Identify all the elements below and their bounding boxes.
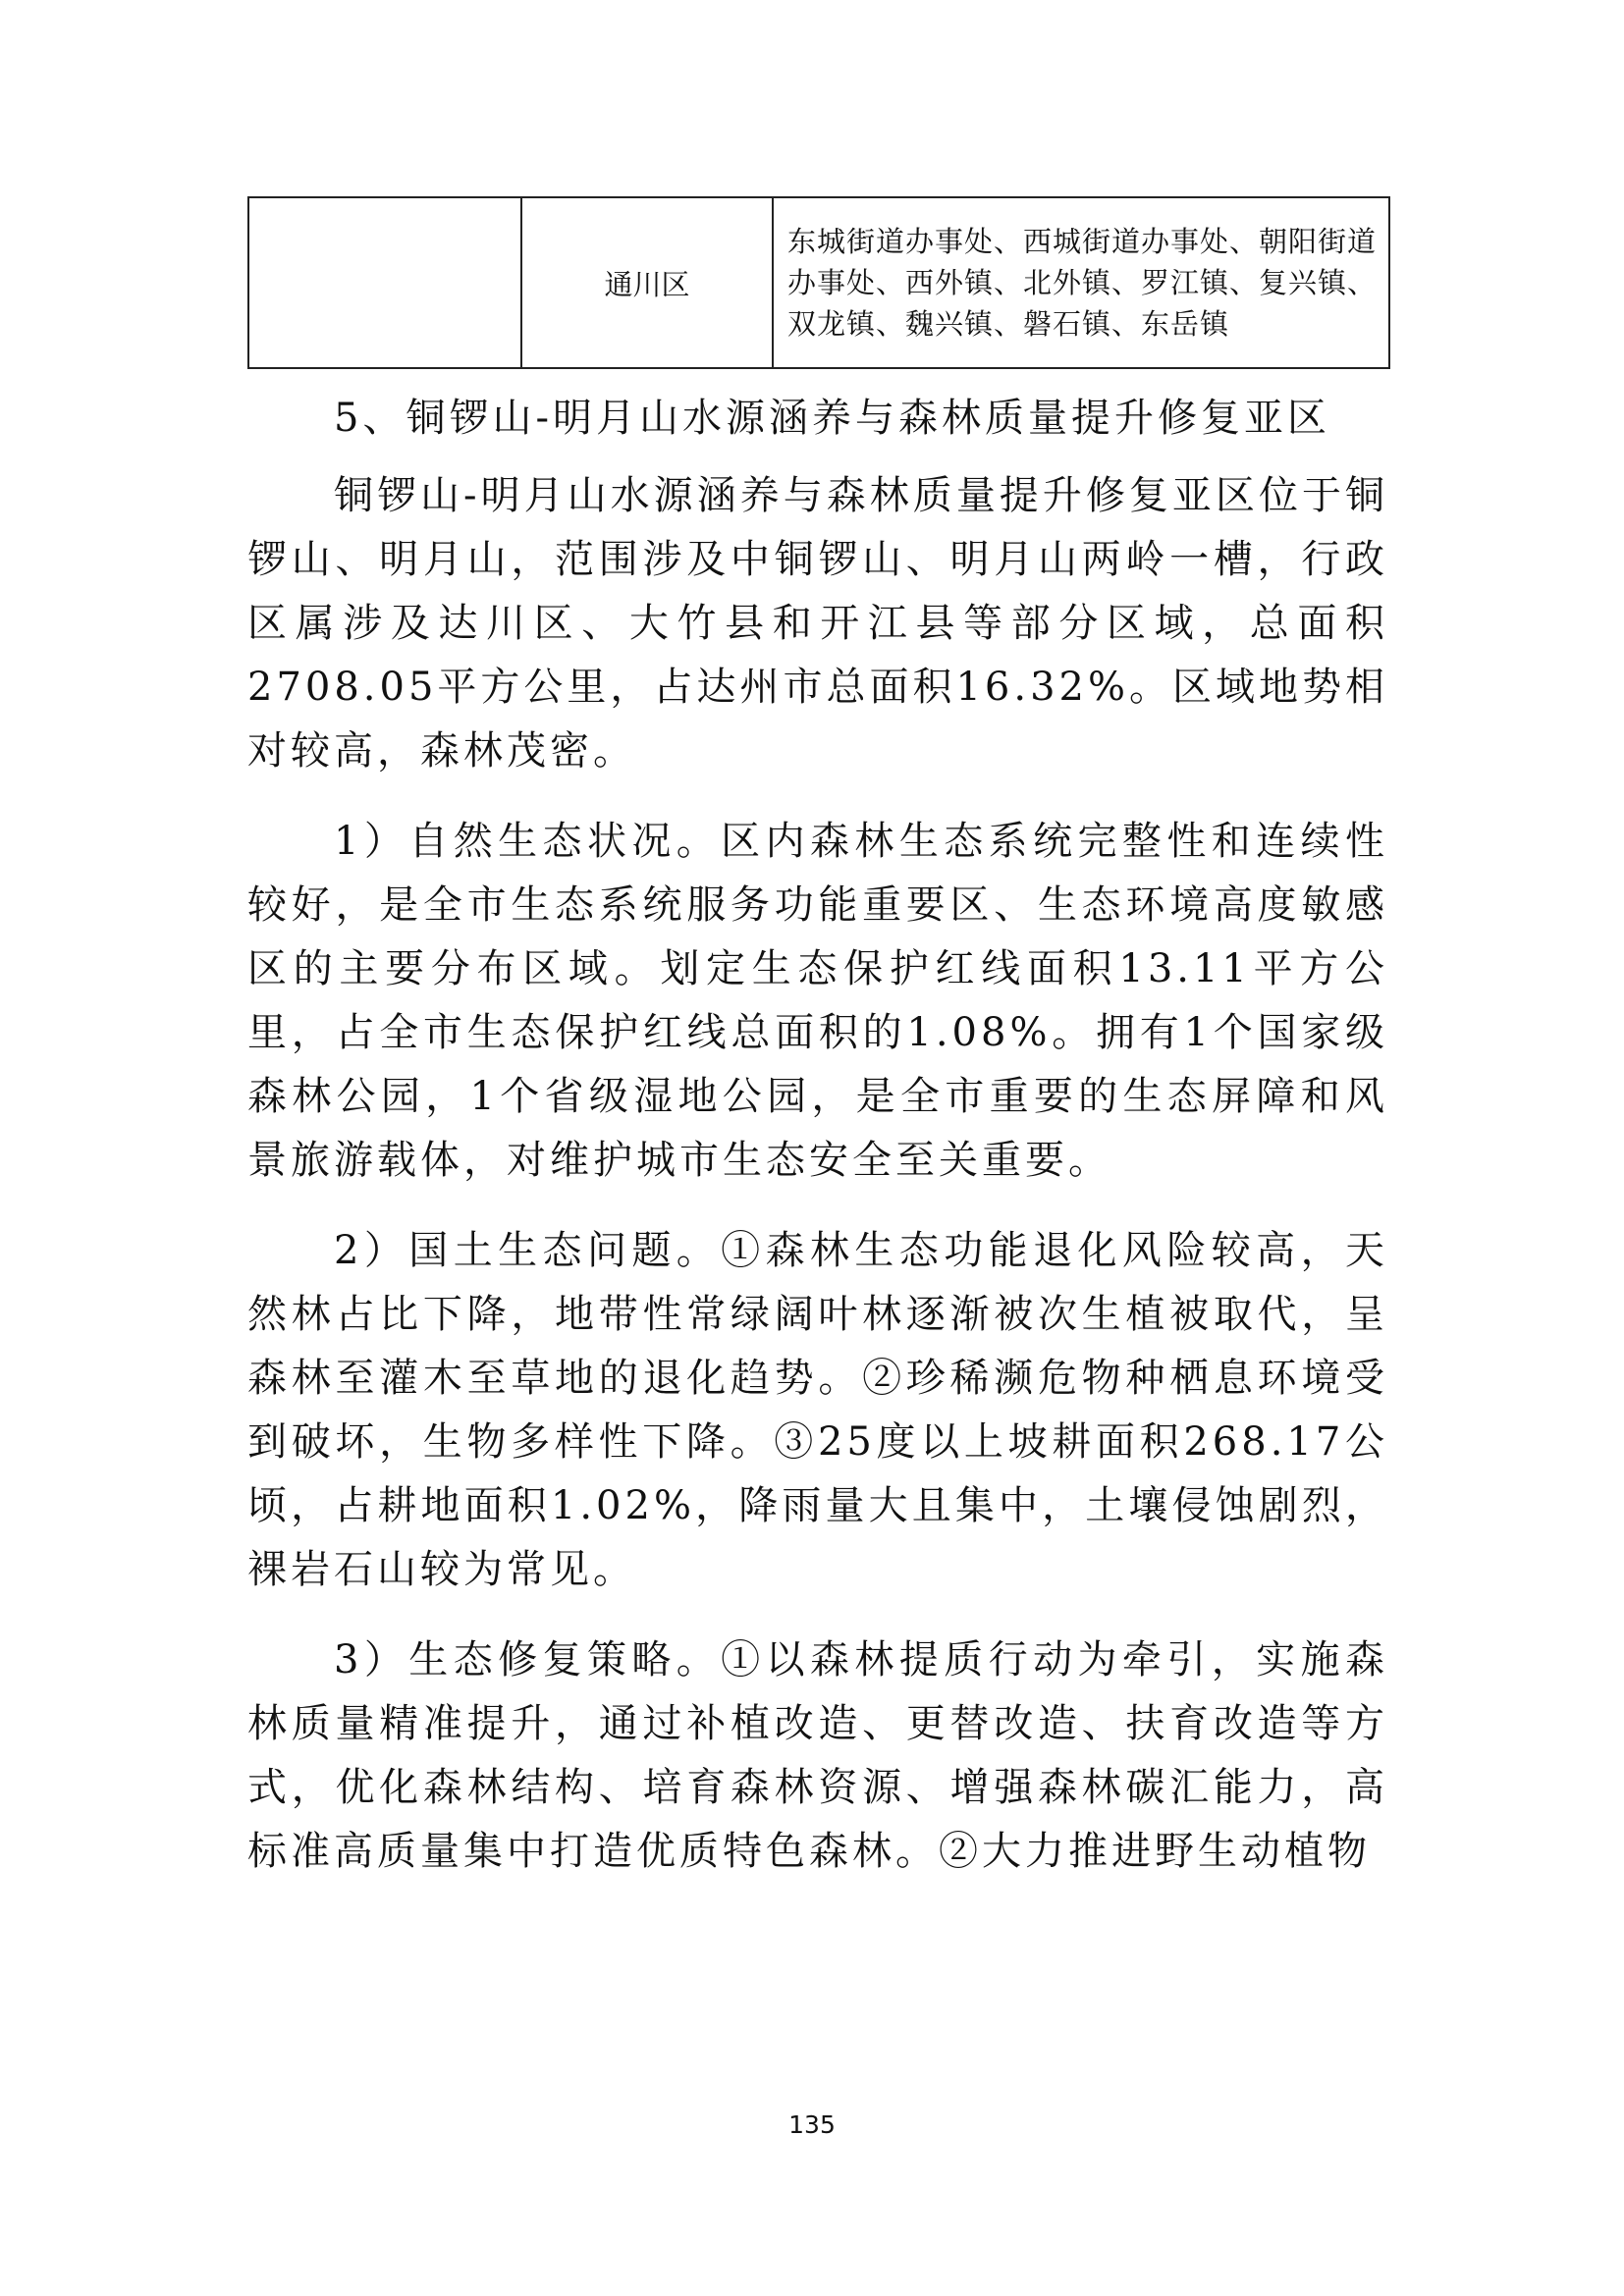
region-table xyxy=(247,196,1390,369)
section-heading: 5、铜锣山-明月山水源涵养与森林质量提升修复亚区 xyxy=(334,396,1330,441)
table-cell-towns: 东城街道办事处、西城街道办事处、朝阳街道办事处、西外镇、北外镇、罗江镇、复兴镇、双龙镇、魏兴镇、磐石镇、东岳镇 xyxy=(773,197,1389,368)
table-cell-county: 通川区 xyxy=(521,197,773,368)
table-row xyxy=(248,197,1389,368)
page-number: 135 xyxy=(788,2110,836,2139)
paragraph-natural-ecology: 1）自然生态状况。区内森林生态系统完整性和连续性较好，是全市生态系统服务功能重要区、生态环境高度敏感区的主要分布区域。划定生态保护红线面积13.11平方公里，占全市生态保护红线总面积的1.08%。拥有1个国家级森林公园，1个省级湿地公园，是全市重要的生态屏障和风景旅游载体，对维护城市生态安全至关重要。 xyxy=(247,819,1388,1183)
paragraph-intro: 铜锣山-明月山水源涵养与森林质量提升修复亚区位于铜锣山、明月山，范围涉及中铜锣山、明月山两岭一槽，行政区属涉及达川区、大竹县和开江县等部分区域，总面积2708.05平方公里，占达州市总面积16.32%。区域地势相对较高，森林茂密。 xyxy=(247,473,1388,774)
body-text xyxy=(247,387,1388,1884)
table-cell-empty xyxy=(248,197,521,368)
paragraph-restoration-strategy: 3）生态修复策略。①以森林提质行动为牵引，实施森林质量精准提升，通过补植改造、更替改造、扶育改造等方式，优化森林结构、培育森林资源、增强森林碳汇能力，高标准高质量集中打造优质特色森林。②大力推进野生动植物 xyxy=(247,1637,1388,1874)
paragraph-ecological-problems: 2）国土生态问题。①森林生态功能退化风险较高，天然林占比下降，地带性常绿阔叶林逐渐被次生植被取代，呈森林至灌木至草地的退化趋势。②珍稀濒危物种栖息环境受到破坏，生物多样性下降。③25度以上坡耕面积268.17公顷，占耕地面积1.02%，降雨量大且集中，土壤侵蚀剧烈，裸岩石山较为常见。 xyxy=(247,1228,1388,1592)
